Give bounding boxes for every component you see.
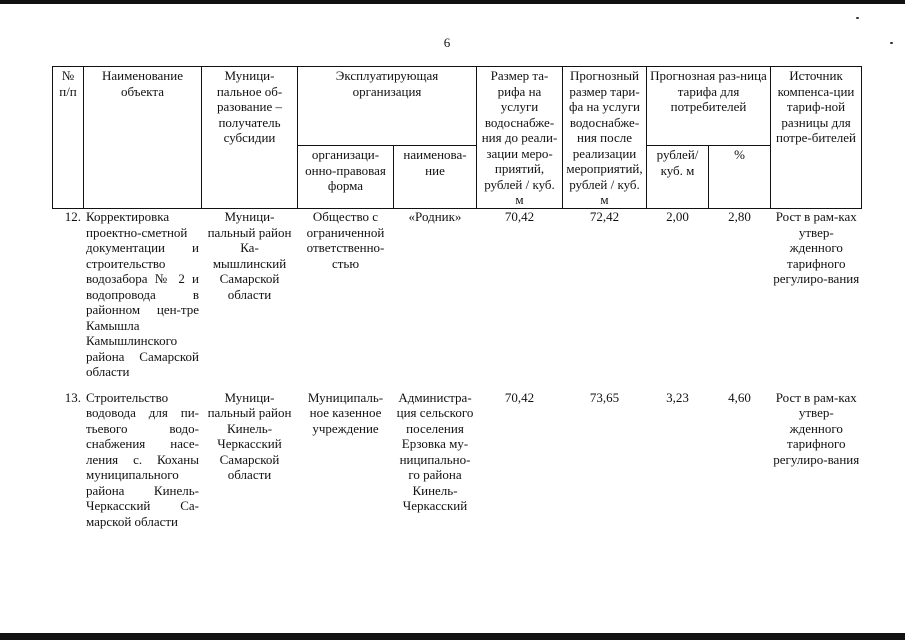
scan-speck <box>890 42 893 44</box>
header-diff-pct: % <box>709 146 771 209</box>
row-tariff-after: 73,65 <box>563 380 647 530</box>
row-diff-rub: 2,00 <box>647 209 709 380</box>
header-operator: Эксплуатирующая организация <box>298 67 477 146</box>
row-operator-name: «Родник» <box>394 209 477 380</box>
header-operator-name: наименова-ние <box>394 146 477 209</box>
header-tariff-after: Прогнозный размер тари-фа на услуги водоснабже-ния после реализации мероприятий, рублей / куб. м <box>563 67 647 209</box>
row-operator-name: Администра-ция сельского поселения Ерзовка му-ниципально-го района Кинель-Черкасский <box>394 380 477 530</box>
row-source: Рост в рам-ках утвер-жденного тарифного регулиро-вания <box>771 209 862 380</box>
header-operator-form: организаци-онно-правовая форма <box>298 146 394 209</box>
header-municipality: Муници-пальное об-разование – получатель субсидии <box>202 67 298 209</box>
tariff-table <box>52 66 862 529</box>
scan-speck <box>856 17 859 19</box>
row-tariff-before: 70,42 <box>477 209 563 380</box>
table-row <box>53 209 862 380</box>
header-num: № п/п <box>53 67 84 209</box>
row-source: Рост в рам-ках утвер-жденного тарифного регулиро-вания <box>771 380 862 530</box>
row-municipality: Муници-пальный район Ка-мышлинский Самарской области <box>202 209 298 380</box>
row-operator-form: Муниципаль-ное казенное учреждение <box>298 380 394 530</box>
header-diff: Прогнозная раз-ница тарифа для потребителей <box>647 67 771 146</box>
row-object-name: Строительство водовода для пи-тьевого водо-снабжения насе-ления с. Коханы муниципального района Кинель-Черкасский Са-марской области <box>84 380 202 530</box>
row-diff-pct: 4,60 <box>709 380 771 530</box>
row-num: 12. <box>53 209 84 380</box>
header-tariff-before: Размер та-рифа на услуги водоснабже-ния до реали-зации меро-приятий, рублей / куб. м <box>477 67 563 209</box>
header-diff-rub: рублей/ куб. м <box>647 146 709 209</box>
row-diff-pct: 2,80 <box>709 209 771 380</box>
row-object-name: Корректировка проектно-сметной документации и строительство водозабора № 2 и водопровода в районном цен-тре Камышла Камышлинского района Самарской области <box>84 209 202 380</box>
scan-top-border <box>0 0 905 4</box>
header-object-name: Наименование объекта <box>84 67 202 209</box>
table-row <box>53 380 862 530</box>
header-source: Источник компенса-ции тариф-ной разницы для потре-бителей <box>771 67 862 209</box>
row-tariff-after: 72,42 <box>563 209 647 380</box>
row-tariff-before: 70,42 <box>477 380 563 530</box>
row-diff-rub: 3,23 <box>647 380 709 530</box>
row-num: 13. <box>53 380 84 530</box>
scan-bottom-border <box>0 633 905 640</box>
row-operator-form: Общество с ограниченной ответственно-стью <box>298 209 394 380</box>
page-number: 6 <box>443 35 451 50</box>
row-municipality: Муници-пальный район Кинель-Черкасский Самарской области <box>202 380 298 530</box>
